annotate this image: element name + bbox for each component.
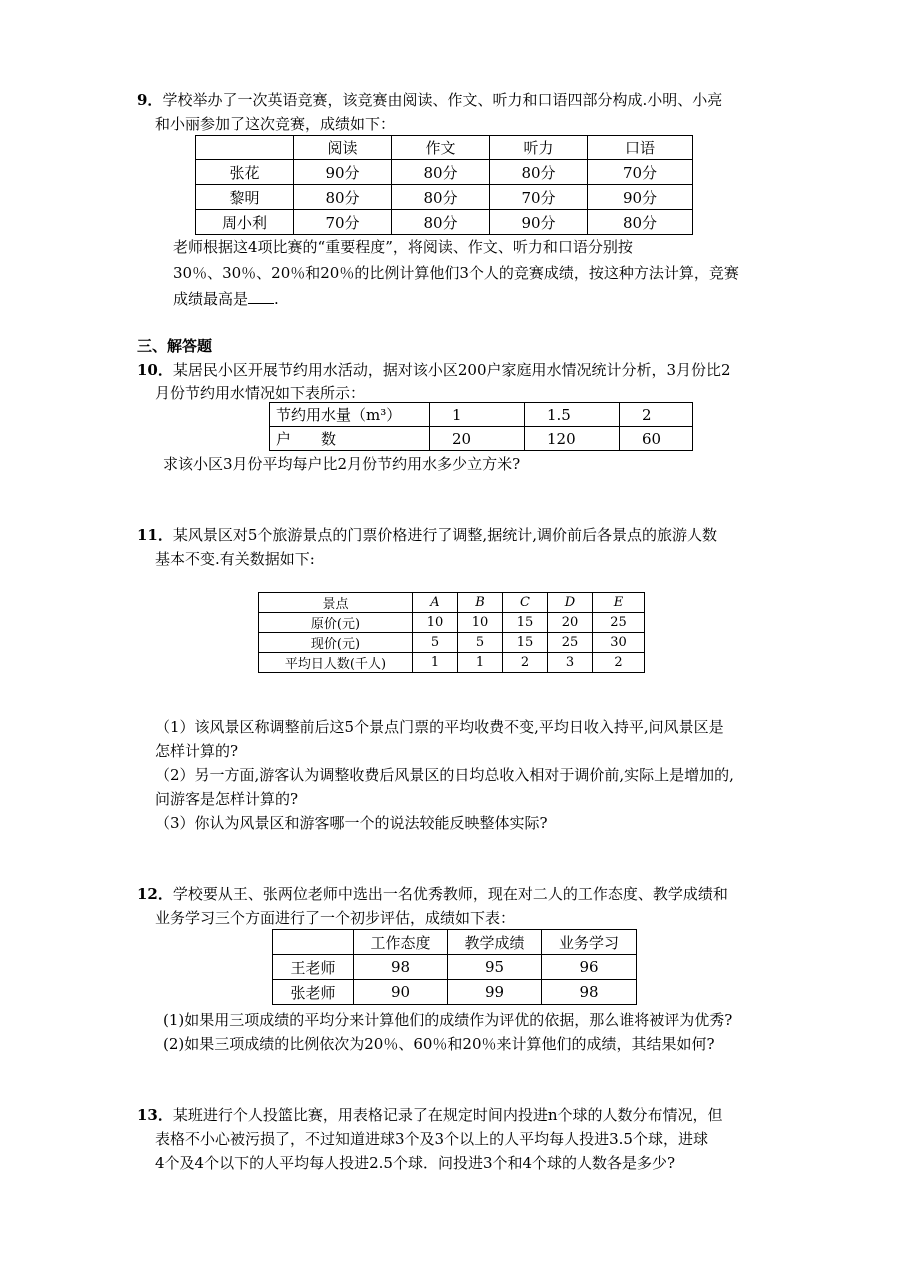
price-table — [258, 592, 645, 673]
table-header-cell: E — [593, 593, 645, 613]
question-text: 基本不变.有关数据如下: — [155, 550, 315, 568]
table-cell: 2 — [620, 403, 693, 427]
question-text: 学校要从王、张两位老师中选出一名优秀教师，现在对二人的工作态度、教学成绩和 — [172, 885, 728, 903]
table-cell: 60 — [620, 427, 693, 451]
table-cell: 90分 — [490, 210, 588, 235]
score-table — [195, 135, 693, 235]
table-row — [196, 185, 693, 210]
table-cell: 5 — [413, 633, 458, 653]
sub-question-2-cont: 问游客是怎样计算的? — [155, 790, 299, 808]
table-header-cell: 阅读 — [294, 136, 392, 160]
question-number: 12． — [137, 885, 173, 903]
table-header-cell — [273, 930, 354, 955]
question-number: 11． — [137, 526, 173, 544]
teacher-table — [272, 929, 637, 1005]
table-cell: 15 — [503, 613, 548, 633]
table-cell: 2 — [503, 653, 548, 673]
question-text: 和小丽参加了这次竞赛，成绩如下： — [155, 115, 396, 133]
table-cell: 2 — [593, 653, 645, 673]
question-number: 9． — [137, 91, 163, 109]
question-text: 老师根据这4项比赛的“重要程度”，将阅读、作文、听力和口语分别按 — [173, 238, 633, 256]
table-cell: 90分 — [294, 160, 392, 185]
question-text: 月份节约用水情况如下表所示： — [155, 384, 366, 402]
question-text: 某风景区对5个旅游景点的门票价格进行了调整,据统计,调价前后各景点的旅游人数 — [172, 526, 717, 544]
table-header-cell: C — [503, 593, 548, 613]
table-cell: 张老师 — [273, 980, 354, 1005]
table-header-cell: 作文 — [392, 136, 490, 160]
table-cell: 70分 — [490, 185, 588, 210]
table-row — [273, 980, 637, 1005]
table-cell: 平均日人数(千人) — [259, 653, 413, 673]
table-header-cell: 业务学习 — [542, 930, 637, 955]
table-cell: 10 — [413, 613, 458, 633]
table-cell: 户 数 — [270, 427, 430, 451]
table-row — [259, 653, 645, 673]
sub-question-1-cont: 怎样计算的? — [155, 742, 239, 760]
table-row — [196, 210, 693, 235]
table-header-cell: A — [413, 593, 458, 613]
period-mark: . — [274, 290, 279, 308]
table-header-cell: D — [548, 593, 593, 613]
question-text: 求该小区3月份平均每户比2月份节约用水多少立方米? — [163, 455, 521, 473]
sub-question-2: （2）另一方面,游客认为调整收费后风景区的日均总收入相对于调价前,实际上是增加的, — [155, 766, 734, 784]
table-header-cell: 听力 — [490, 136, 588, 160]
table-cell: 70分 — [294, 210, 392, 235]
table-cell: 80分 — [294, 185, 392, 210]
table-cell: 周小利 — [196, 210, 294, 235]
question-text: 成绩最高是 — [173, 290, 249, 308]
table-cell: 70分 — [588, 160, 693, 185]
table-header-cell — [196, 136, 294, 160]
table-cell: 3 — [548, 653, 593, 673]
table-cell: 25 — [593, 613, 645, 633]
table-header-cell: 教学成绩 — [448, 930, 542, 955]
table-row — [259, 613, 645, 633]
table-cell: 98 — [542, 980, 637, 1005]
table-header-cell: 工作态度 — [354, 930, 448, 955]
table-cell: 80分 — [392, 160, 490, 185]
water-table — [269, 402, 693, 451]
question-text: 4个及4个以下的人平均每人投进2.5个球．问投进3个和4个球的人数各是多少? — [155, 1154, 676, 1172]
table-row — [270, 403, 693, 427]
table-cell: 120 — [525, 427, 620, 451]
sub-question-1: (1)如果用三项成绩的平均分来计算他们的成绩作为评优的依据，那么谁将被评为优秀? — [163, 1011, 733, 1029]
table-row — [270, 427, 693, 451]
table-row — [259, 633, 645, 653]
question-number: 13． — [137, 1106, 173, 1124]
table-cell: 1 — [430, 403, 525, 427]
question-text: 某班进行个人投篮比赛，用表格记录了在规定时间内投进n个球的人数分布情况，但 — [172, 1106, 723, 1124]
table-cell: 王老师 — [273, 955, 354, 980]
table-cell: 80分 — [392, 185, 490, 210]
question-text: 某居民小区开展节约用水活动，据对该小区200户家庭用水情况统计分析，3月份比2 — [172, 361, 731, 379]
table-cell: 95 — [448, 955, 542, 980]
table-cell: 80分 — [392, 210, 490, 235]
sub-question-1: （1）该风景区称调整前后这5个景点门票的平均收费不变,平均日收入持平,问风景区是 — [155, 718, 724, 736]
table-cell: 1 — [413, 653, 458, 673]
table-row — [273, 955, 637, 980]
question-text: 30％、30％、20％和20％的比例计算他们3个人的竞赛成绩，按这种方法计算，竞赛 — [173, 264, 739, 282]
table-cell: 15 — [503, 633, 548, 653]
question-text: 表格不小心被污损了，不过知道进球3个及3个以上的人平均每人投进3.5个球，进球 — [155, 1130, 708, 1148]
table-cell: 20 — [548, 613, 593, 633]
section-title: 三、解答题 — [137, 337, 213, 355]
question-number: 10． — [137, 361, 173, 379]
table-header-cell: 口语 — [588, 136, 693, 160]
table-cell: 90 — [354, 980, 448, 1005]
table-cell: 30 — [593, 633, 645, 653]
table-cell: 98 — [354, 955, 448, 980]
table-cell: 25 — [548, 633, 593, 653]
table-cell: 80分 — [588, 210, 693, 235]
answer-blank[interactable] — [248, 289, 274, 304]
table-cell: 80分 — [490, 160, 588, 185]
sub-question-2: (2)如果三项成绩的比例依次为20％、60％和20％来计算他们的成绩，其结果如何? — [163, 1035, 715, 1053]
table-cell: 现价(元) — [259, 633, 413, 653]
table-cell: 10 — [458, 613, 503, 633]
table-cell: 90分 — [588, 185, 693, 210]
table-cell: 1 — [458, 653, 503, 673]
question-text: 学校举办了一次英语竞赛，该竞赛由阅读、作文、听力和口语四部分构成.小明、小亮 — [162, 91, 723, 109]
table-cell: 黎明 — [196, 185, 294, 210]
table-cell: 99 — [448, 980, 542, 1005]
question-text: 业务学习三个方面进行了一个初步评估，成绩如下表： — [155, 909, 516, 927]
table-cell: 20 — [430, 427, 525, 451]
table-cell: 节约用水量（m³） — [270, 403, 430, 427]
sub-question-3: （3）你认为风景区和游客哪一个的说法较能反映整体实际? — [155, 814, 548, 832]
table-header-cell: B — [458, 593, 503, 613]
table-cell: 96 — [542, 955, 637, 980]
table-cell: 原价(元) — [259, 613, 413, 633]
table-row — [196, 160, 693, 185]
table-cell: 张花 — [196, 160, 294, 185]
table-cell: 5 — [458, 633, 503, 653]
table-cell: 1.5 — [525, 403, 620, 427]
table-header-cell: 景点 — [259, 593, 413, 613]
